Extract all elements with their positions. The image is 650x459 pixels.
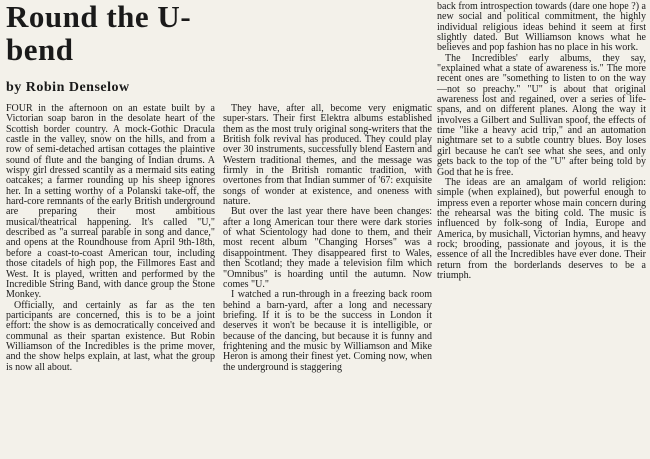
article-paragraph: back from introspection towards (dare one hope ?) a new social and political commitment, the highly individual religious ideas behind it seem at first slightly dated. But Williamson knows what he believes and pop fashion has no place in his work. [437,1,646,54]
article-paragraph: I watched a run-through in a freezing back room behind a barn-yard, after a long and necessary briefing. If it is to be the success in London it deserves it won't be because it is intelligible, or because of the dancing, but because it is funny and frightening and the music by Williamson and Mike Heron is among their finest yet. Coming now, when the underground is staggering [223,289,432,373]
article-column-1 [6,104,215,373]
article-paragraph: FOUR in the afternoon on an estate built by a Victorian soap baron in the desolate heart of the Scottish border country. A mock-Gothic Dracula castle in the valley, snow on the hills, and from a row of semi-detached artisan cottages the plaintive sound of flute and the banging of Indian drums. A wispy girl dressed scantily as a mermaid sits eating oatcakes; a farmer rounding up his sheep ignores her. In a setting worthy of a Polanski take-off, the hard-core remnants of the early British underground are preparing their most ambitious musical/theatrical happening. It's called "U," described as "a surreal parable in song and dance," and opens at the Roundhouse from April 9th-18th, before a coast-to-coast American tour, including those citadels of high pop, the Fillmores East and West. It is played, written and performed by the Incredible String Band, with dance group the Stone Monkey. [6,103,215,301]
article-paragraph: The ideas are an amalgam of world religion: simple (when explained), but powerful enough to impress even a reporter whose main concern during the rehearsal was the biting cold. The music is influenced by folk-song of India, Europe and America, by musichall, Victorian hymns, and heavy rock; brooding, passionate and joyous, it is the essence of all the Incredibles have ever done. Their return from the borderlands deserves to be a triumph. [437,176,646,281]
article-paragraph: The Incredibles' early albums, they say, "explained what a state of awareness is." The more recent ones are "something to listen to on the way—not so preachy." "U" is about that original awareness lost and regained, over a series of life-spans, and on different planes. Along the way it involves a Gilbert and Sullivan spoof, the effects of time "like a heavy acid trip," and an automation nightmare set to a subtle country blues. Boy loses girl because he can't see what she sees, and only gets back to the top of the "U" after being told by God that he is free. [437,52,646,178]
headline: Round the U-bend [6,0,192,67]
article-paragraph: Officially, and certainly as far as the ten participants are concerned, this is to be a joint effort: the show is as democratically conceived and communal as their spartan existence. But Robin Williamson of the Incredibles is the prime mover, and the show helps explain, at last, what the group is now all about. [6,299,215,373]
article-paragraph: They have, after all, become very enigmatic super-stars. Their first Elektra albums established them as the most truly original song-writers that the British folk revival has produced. They could play over 30 instruments, successfully blend Eastern and Western traditional themes, and the message was firmly in the British romantic tradition, with overtones from that Indian summer of '67: exquisite songs of wonder at existence, and oneness with nature. [223,103,432,208]
article-column-2 [223,104,432,373]
article-column-3 [437,2,646,281]
byline: by Robin Denselow [6,80,130,95]
article-paragraph: But over the last year there have been changes: after a long American tour there were dark stories of what Scientology had done to them, and their most recent album "Changing Horses" was a disappointment. They disappeared first to Wales, then Scotland; they made a television film which "Omnibus" is hoarding until the autumn. Now comes "U." [223,206,432,290]
